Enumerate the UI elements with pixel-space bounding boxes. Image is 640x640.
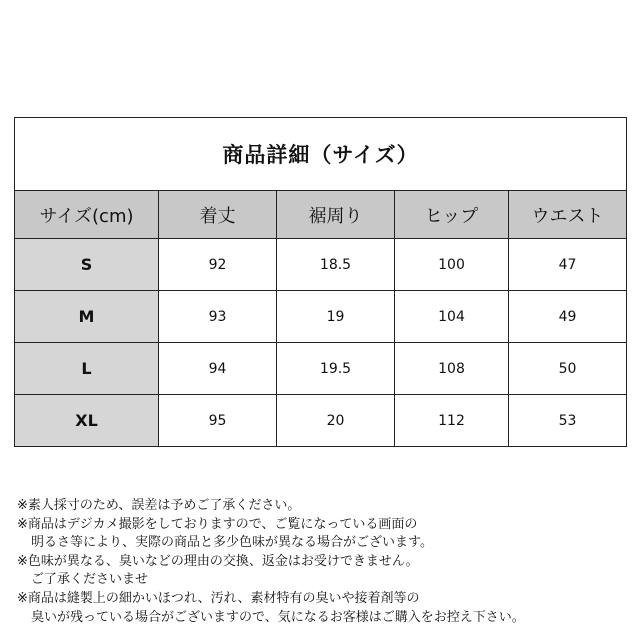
table-header-row xyxy=(15,191,627,239)
header-hem: 裾周り xyxy=(277,191,395,239)
length-value: 95 xyxy=(159,395,277,447)
table-row xyxy=(15,395,627,447)
waist-value: 47 xyxy=(509,239,627,291)
note-line: ※商品はデジカメ撮影をしておりますので、ご覧になっている画面の xyxy=(17,516,418,532)
hip-value: 104 xyxy=(395,291,509,343)
note-line: ※商品は縫製上の細かいほつれ、汚れ、素材特有の臭いや接着剤等の xyxy=(17,590,420,606)
note-line: ※素人採寸のため、誤差は予めご了承ください。 xyxy=(17,498,301,513)
note-line: 明るさ等により、実際の商品と多少色味が異なる場合がございます。 xyxy=(31,535,433,551)
size-label: M xyxy=(15,291,159,343)
hem-value: 19.5 xyxy=(277,343,395,395)
hem-value: 20 xyxy=(277,395,395,447)
header-size: サイズ(cm) xyxy=(15,191,159,239)
hem-value: 18.5 xyxy=(277,239,395,291)
table-row xyxy=(15,343,627,395)
hip-value: 100 xyxy=(395,239,509,291)
note-line: ※色味が異なる、臭いなどの理由の交換、返金はお受けできません。 xyxy=(17,553,419,569)
header-hip: ヒップ xyxy=(395,191,509,239)
waist-value: 49 xyxy=(509,291,627,343)
note-line: ご了承くださいませ xyxy=(31,572,149,588)
header-waist: ウエスト xyxy=(509,191,627,239)
length-value: 92 xyxy=(159,239,277,291)
length-value: 94 xyxy=(159,343,277,395)
table-title: 商品詳細（サイズ） xyxy=(15,118,627,191)
size-label: L xyxy=(15,343,159,395)
hip-value: 108 xyxy=(395,343,509,395)
note-line: 臭いが残っている場合がございますので、気になるお客様はご購入をお控え下さい。 xyxy=(31,609,525,625)
table-row xyxy=(15,239,627,291)
notes-block xyxy=(17,497,627,627)
table-row xyxy=(15,291,627,343)
header-length: 着丈 xyxy=(159,191,277,239)
size-label: S xyxy=(15,239,159,291)
size-detail-table xyxy=(14,117,627,447)
size-label: XL xyxy=(15,395,159,447)
hem-value: 19 xyxy=(277,291,395,343)
waist-value: 50 xyxy=(509,343,627,395)
hip-value: 112 xyxy=(395,395,509,447)
length-value: 93 xyxy=(159,291,277,343)
waist-value: 53 xyxy=(509,395,627,447)
